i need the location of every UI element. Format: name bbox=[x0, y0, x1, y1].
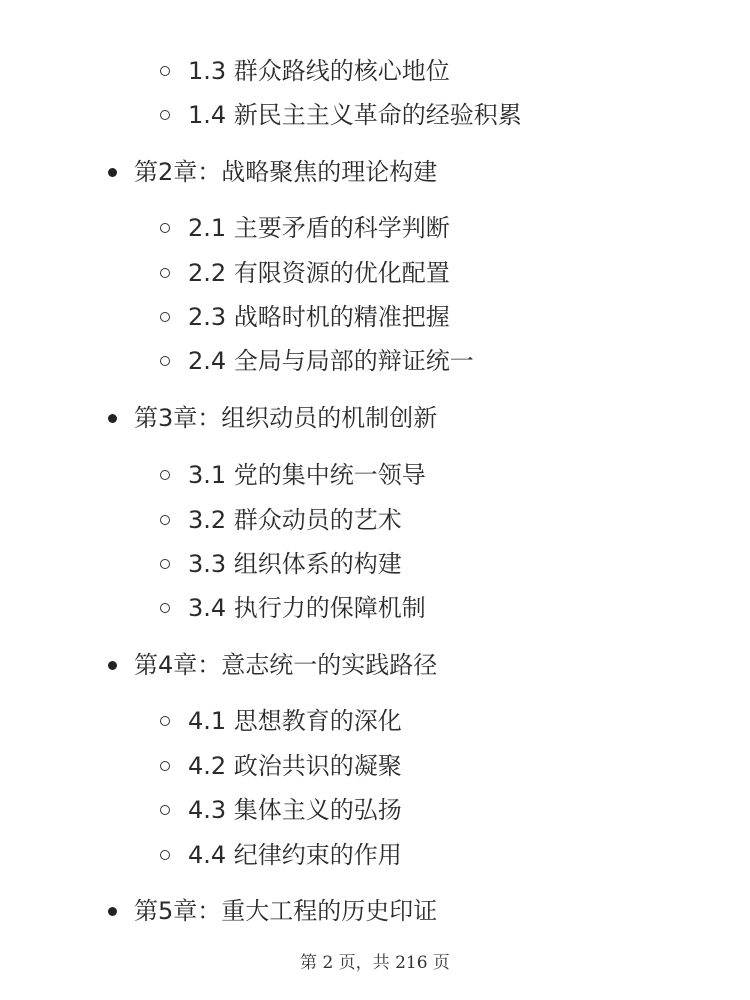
hollow-bullet-icon bbox=[160, 805, 170, 815]
toc-subitem-label: 4.4 纪律约束的作用 bbox=[188, 841, 402, 869]
hollow-bullet-icon bbox=[160, 470, 170, 480]
hollow-bullet-icon bbox=[160, 312, 170, 322]
hollow-bullet-icon bbox=[160, 761, 170, 771]
hollow-bullet-icon bbox=[160, 356, 170, 366]
hollow-bullet-icon bbox=[160, 850, 170, 860]
toc-subitem bbox=[160, 839, 402, 871]
hollow-bullet-icon bbox=[160, 559, 170, 569]
solid-bullet-icon bbox=[108, 661, 117, 670]
hollow-bullet-icon bbox=[160, 716, 170, 726]
toc-subitem bbox=[160, 592, 426, 624]
page-number-footer: 第 2 页，共 216 页 bbox=[300, 953, 450, 973]
toc-subitem-label: 1.4 新民主主义革命的经验积累 bbox=[188, 101, 522, 129]
hollow-bullet-icon bbox=[160, 223, 170, 233]
toc-chapter bbox=[108, 649, 437, 681]
toc-chapter-label: 第2章：战略聚焦的理论构建 bbox=[134, 158, 438, 186]
toc-subitem-label: 4.3 集体主义的弘扬 bbox=[188, 796, 402, 824]
hollow-bullet-icon bbox=[160, 66, 170, 76]
toc-subitem-label: 4.1 思想教育的深化 bbox=[188, 707, 402, 735]
toc-chapter-label: 第5章：重大工程的历史印证 bbox=[134, 897, 438, 925]
toc-subitem-label: 3.4 执行力的保障机制 bbox=[188, 594, 426, 622]
toc-subitem bbox=[160, 750, 402, 782]
hollow-bullet-icon bbox=[160, 515, 170, 525]
toc-chapter bbox=[108, 156, 437, 188]
toc-subitem-label: 2.1 主要矛盾的科学判断 bbox=[188, 214, 450, 242]
toc-subitem bbox=[160, 257, 450, 289]
toc-subitem bbox=[160, 548, 402, 580]
hollow-bullet-icon bbox=[160, 603, 170, 613]
toc-subitem bbox=[160, 705, 402, 737]
toc-chapter bbox=[108, 895, 437, 927]
solid-bullet-icon bbox=[108, 414, 117, 423]
solid-bullet-icon bbox=[108, 907, 117, 916]
toc-subitem-label: 4.2 政治共识的凝聚 bbox=[188, 752, 402, 780]
toc-subitem bbox=[160, 794, 402, 826]
hollow-bullet-icon bbox=[160, 110, 170, 120]
toc-subitem-label: 2.3 战略时机的精准把握 bbox=[188, 303, 450, 331]
toc-subitem-label: 3.2 群众动员的艺术 bbox=[188, 506, 402, 534]
toc-chapter bbox=[108, 402, 437, 434]
toc-subitem-label: 2.2 有限资源的优化配置 bbox=[188, 259, 450, 287]
toc-chapter-label: 第3章：组织动员的机制创新 bbox=[134, 404, 438, 432]
toc-subitem bbox=[160, 55, 450, 87]
hollow-bullet-icon bbox=[160, 268, 170, 278]
toc-subitem bbox=[160, 212, 450, 244]
toc-subitem bbox=[160, 504, 402, 536]
toc-subitem bbox=[160, 301, 450, 333]
toc-subitem-label: 2.4 全局与局部的辩证统一 bbox=[188, 347, 474, 375]
solid-bullet-icon bbox=[108, 168, 117, 177]
toc-subitem-label: 3.3 组织体系的构建 bbox=[188, 550, 402, 578]
toc-chapter-label: 第4章：意志统一的实践路径 bbox=[134, 651, 438, 679]
toc-subitem-label: 3.1 党的集中统一领导 bbox=[188, 461, 426, 489]
toc-subitem bbox=[160, 459, 426, 491]
toc-subitem bbox=[160, 99, 522, 131]
toc-subitem-label: 1.3 群众路线的核心地位 bbox=[188, 57, 450, 85]
toc-subitem bbox=[160, 345, 474, 377]
